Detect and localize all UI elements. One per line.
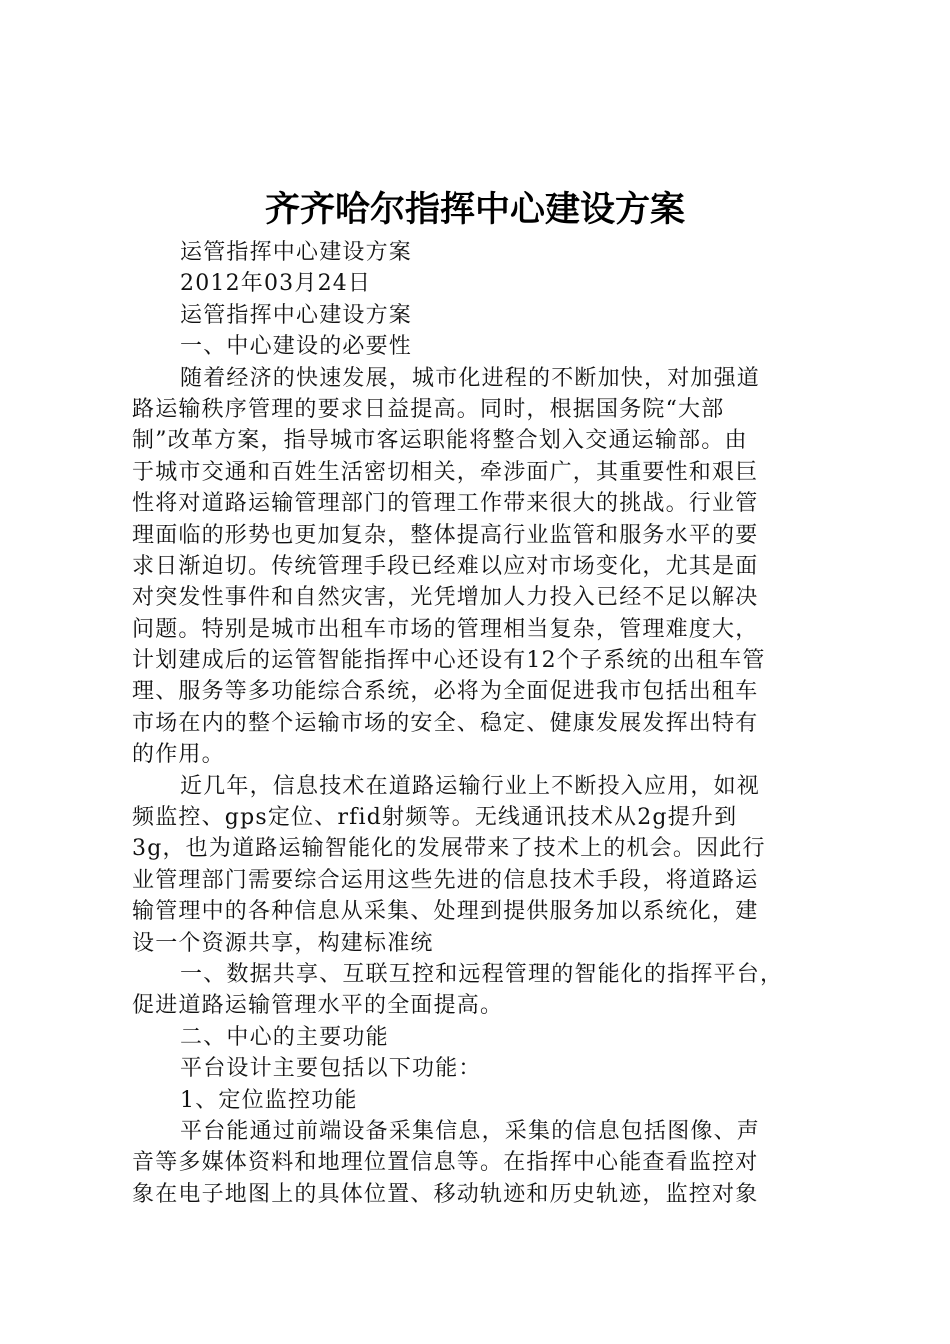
paragraph-line: 理、服务等多功能综合系统，必将为全面促进我市包括出租车 [132, 679, 759, 705]
section-heading: 二、中心的主要功能 [180, 1024, 389, 1050]
paragraph-line: 计划建成后的运管智能指挥中心还设有12个子系统的出租车管 [132, 648, 766, 674]
paragraph-line: 随着经济的快速发展，城市化进程的不断加快，对加强道 [180, 365, 761, 391]
date-line: 2012年03月24日 [180, 271, 372, 297]
document-body [132, 237, 835, 1210]
paragraph-line: 的作用。 [132, 742, 225, 768]
paragraph-line: 促进道路运输管理水平的全面提高。 [132, 993, 504, 1019]
paragraph-line: 一、数据共享、互联互控和远程管理的智能化的指挥平台， [180, 961, 784, 987]
paragraph-line: 理面临的形势也更加复杂，整体提高行业监管和服务水平的要 [132, 522, 759, 548]
paragraph-line: 求日渐迫切。传统管理手段已经难以应对市场变化，尤其是面 [132, 553, 759, 579]
section-heading: 一、中心建设的必要性 [180, 334, 413, 360]
subsection-heading: 1、定位监控功能 [180, 1087, 358, 1113]
paragraph-line: 市场在内的整个运输市场的安全、稳定、健康发展发挥出特有 [132, 710, 759, 736]
paragraph-line: 音等多媒体资料和地理位置信息等。在指挥中心能查看监控对 [132, 1150, 759, 1176]
paragraph-line: 性将对道路运输管理部门的管理工作带来很大的挑战。行业管 [132, 491, 759, 517]
paragraph-line: 频监控、gps定位、rfid射频等。无线通讯技术从2g提升到 [132, 805, 738, 831]
paragraph-line: 平台设计主要包括以下功能： [180, 1056, 482, 1082]
paragraph-line: 问题。特别是城市出租车市场的管理相当复杂，管理难度大， [132, 616, 759, 642]
paragraph-line: 近几年，信息技术在道路运输行业上不断投入应用，如视 [180, 773, 761, 799]
paragraph-line: 3g，也为道路运输智能化的发展带来了技术上的机会。因此行 [132, 836, 766, 862]
paragraph-line: 象在电子地图上的具体位置、移动轨迹和历史轨迹，监控对象 [132, 1181, 759, 1207]
subtitle-line: 运管指挥中心建设方案 [180, 240, 413, 265]
paragraph-line: 平台能通过前端设备采集信息，采集的信息包括图像、声 [180, 1118, 761, 1144]
document-title: 齐齐哈尔指挥中心建设方案 [264, 189, 685, 230]
paragraph-line: 对突发性事件和自然灾害，光凭增加人力投入已经不足以解决 [132, 585, 759, 611]
paragraph-line: 设一个资源共享，构建标准统 [132, 930, 434, 956]
paragraph-line: 制”改革方案，指导城市客运职能将整合划入交通运输部。由 [132, 428, 748, 454]
paragraph-line: 于城市交通和百姓生活密切相关，牵涉面广，其重要性和艰巨 [132, 459, 759, 485]
paragraph-line: 输管理中的各种信息从采集、处理到提供服务加以系统化，建 [132, 899, 759, 925]
paragraph-line: 业管理部门需要综合运用这些先进的信息技术手段，将道路运 [132, 867, 759, 893]
subtitle-line: 运管指挥中心建设方案 [180, 302, 413, 328]
paragraph-line: 路运输秩序管理的要求日益提高。同时，根据国务院“大部 [132, 396, 725, 422]
